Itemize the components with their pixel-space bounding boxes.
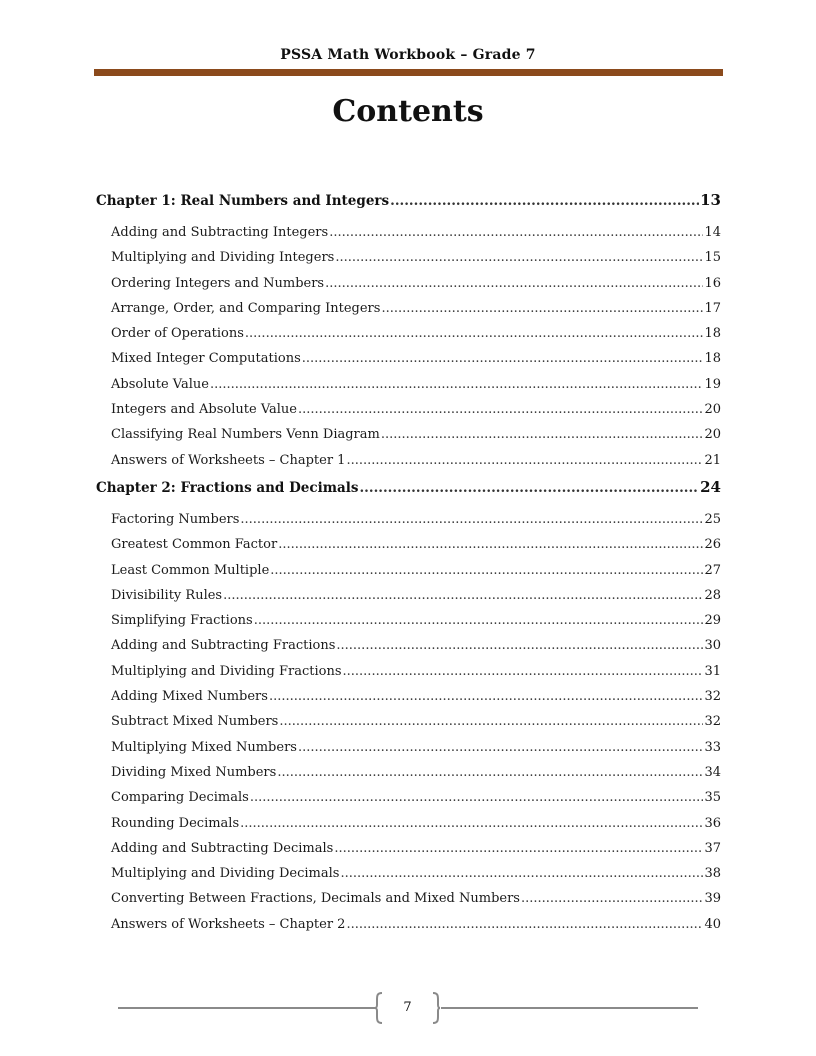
section-title: Adding and Subtracting Integers [111,225,329,240]
section-title: Ordering Integers and Numbers [111,275,325,291]
section-title: Multiplying and Dividing Decimals [111,866,340,882]
section-page-number: 18 [704,351,721,367]
dot-leader [334,836,703,861]
section-entry[interactable] [111,346,721,371]
section-title: Arrange, Order, and Comparing Integers [111,300,381,316]
section-entry[interactable] [111,659,721,684]
section-entry[interactable] [111,735,721,760]
dot-leader [298,735,703,760]
section-page-number: 21 [704,452,721,468]
dot-leader [346,448,703,473]
chapter-entry[interactable] [96,473,721,501]
section-entry[interactable] [111,271,721,296]
section-page-number: 36 [704,815,721,831]
section-entry[interactable] [111,532,721,557]
section-entry[interactable] [111,684,721,709]
section-entry[interactable] [111,785,721,810]
section-title: Rounding Decimals [111,815,240,831]
dot-leader [298,397,703,422]
dot-leader [381,296,703,321]
section-entry[interactable] [111,448,721,473]
section-title: Subtract Mixed Numbers [111,714,279,730]
dot-leader [329,220,703,245]
dot-leader [245,321,704,346]
section-title: Absolute Value [111,376,209,392]
dot-leader [277,760,703,785]
section-entry[interactable] [111,372,721,397]
dot-leader [335,245,703,270]
chapter-block [96,473,721,937]
section-title: Adding and Subtracting Decimals [111,840,334,856]
dot-leader [269,684,704,709]
section-entry[interactable] [111,558,721,583]
dot-leader [359,474,699,502]
dot-leader [278,532,703,557]
section-list [96,507,721,937]
dot-leader [343,659,704,684]
section-page-number: 16 [704,275,721,291]
section-page-number: 31 [704,663,721,679]
section-title: Multiplying and Dividing Fractions [111,663,342,679]
section-page-number: 32 [704,689,721,705]
section-entry[interactable] [111,321,721,346]
chapter-block [96,186,721,473]
section-page-number: 18 [704,326,721,342]
page-footer [0,992,816,1024]
section-entry[interactable] [111,245,721,270]
header-rule [94,69,723,76]
section-title: Simplifying Fractions [111,613,253,629]
dot-leader [279,709,703,734]
dot-leader [250,785,704,810]
chapter-entry[interactable] [96,186,721,214]
section-title: Classifying Real Numbers Venn Diagram [111,427,380,443]
section-page-number: 35 [704,790,721,806]
section-entry[interactable] [111,296,721,321]
dot-leader [381,422,704,447]
section-title: Multiplying and Dividing Integers [111,250,335,266]
running-header: PSSA Math Workbook – Grade 7 [280,47,536,63]
dot-leader [340,861,703,886]
dot-leader [254,608,704,633]
section-entry[interactable] [111,760,721,785]
dot-leader [336,633,703,658]
section-title: Factoring Numbers [111,511,240,527]
dot-leader [521,886,703,911]
section-page-number: 17 [704,300,721,316]
chapter-page-number: 24 [700,477,721,496]
section-entry[interactable] [111,886,721,911]
section-title: Mixed Integer Computations [111,351,301,367]
page-title: Contents [332,94,484,129]
section-entry[interactable] [111,836,721,861]
section-page-number: 25 [704,511,721,527]
dot-leader [240,811,703,836]
dot-leader [302,346,704,371]
section-title: Comparing Decimals [111,790,249,806]
section-entry[interactable] [111,861,721,886]
section-title: Adding Mixed Numbers [111,689,268,705]
section-entry[interactable] [111,583,721,608]
section-title: Answers of Worksheets – Chapter 1 [111,452,346,468]
section-title: Greatest Common Factor [111,537,278,553]
chapter-page-number: 13 [700,191,721,209]
section-entry[interactable] [111,633,721,658]
section-entry[interactable] [111,397,721,422]
section-page-number: 38 [704,866,721,882]
dot-leader [223,583,703,608]
section-title: Least Common Multiple [111,562,270,578]
dot-leader [210,372,703,397]
section-entry[interactable] [111,912,721,937]
section-list [96,220,721,473]
section-entry[interactable] [111,811,721,836]
footer-rule-left [118,1007,375,1009]
section-title: Order of Operations [111,326,244,342]
section-entry[interactable] [111,220,721,245]
section-page-number: 20 [704,402,721,418]
section-page-number: 33 [704,739,721,755]
section-entry[interactable] [111,507,721,532]
dot-leader [346,912,703,937]
section-page-number: 29 [704,613,721,629]
section-page-number: 27 [704,562,721,578]
section-page-number: 34 [704,764,721,780]
page-number: 7 [403,1000,412,1015]
section-page-number: 40 [704,916,721,932]
section-entry[interactable] [111,422,721,447]
dot-leader [325,271,703,296]
table-of-contents [96,186,721,937]
section-page-number: 39 [704,891,721,907]
footer-rule-right [441,1007,698,1009]
section-page-number: 15 [704,250,721,266]
left-brace-icon [374,992,384,1024]
section-page-number: 32 [704,714,721,730]
section-title: Divisibility Rules [111,587,223,603]
section-page-number: 19 [704,376,721,392]
section-title: Multiplying Mixed Numbers [111,739,297,755]
section-title: Converting Between Fractions, Decimals and Mixed Numbers [111,891,520,907]
right-brace-icon [431,992,441,1024]
section-page-number: 30 [704,638,721,654]
dot-leader [270,558,703,583]
dot-leader [240,507,703,532]
chapter-title: Chapter 1: Real Numbers and Integers [96,193,390,209]
section-page-number: 28 [704,587,721,603]
chapter-title: Chapter 2: Fractions and Decimals [96,479,359,496]
section-title: Dividing Mixed Numbers [111,764,277,780]
section-title: Integers and Absolute Value [111,402,297,418]
section-page-number: 37 [704,840,721,856]
section-page-number: 20 [704,427,721,443]
dot-leader [390,187,699,215]
section-page-number: 26 [704,537,721,553]
section-title: Answers of Worksheets – Chapter 2 [111,916,346,932]
section-entry[interactable] [111,608,721,633]
section-page-number: 14 [704,225,721,240]
section-entry[interactable] [111,709,721,734]
section-title: Adding and Subtracting Fractions [111,638,336,654]
